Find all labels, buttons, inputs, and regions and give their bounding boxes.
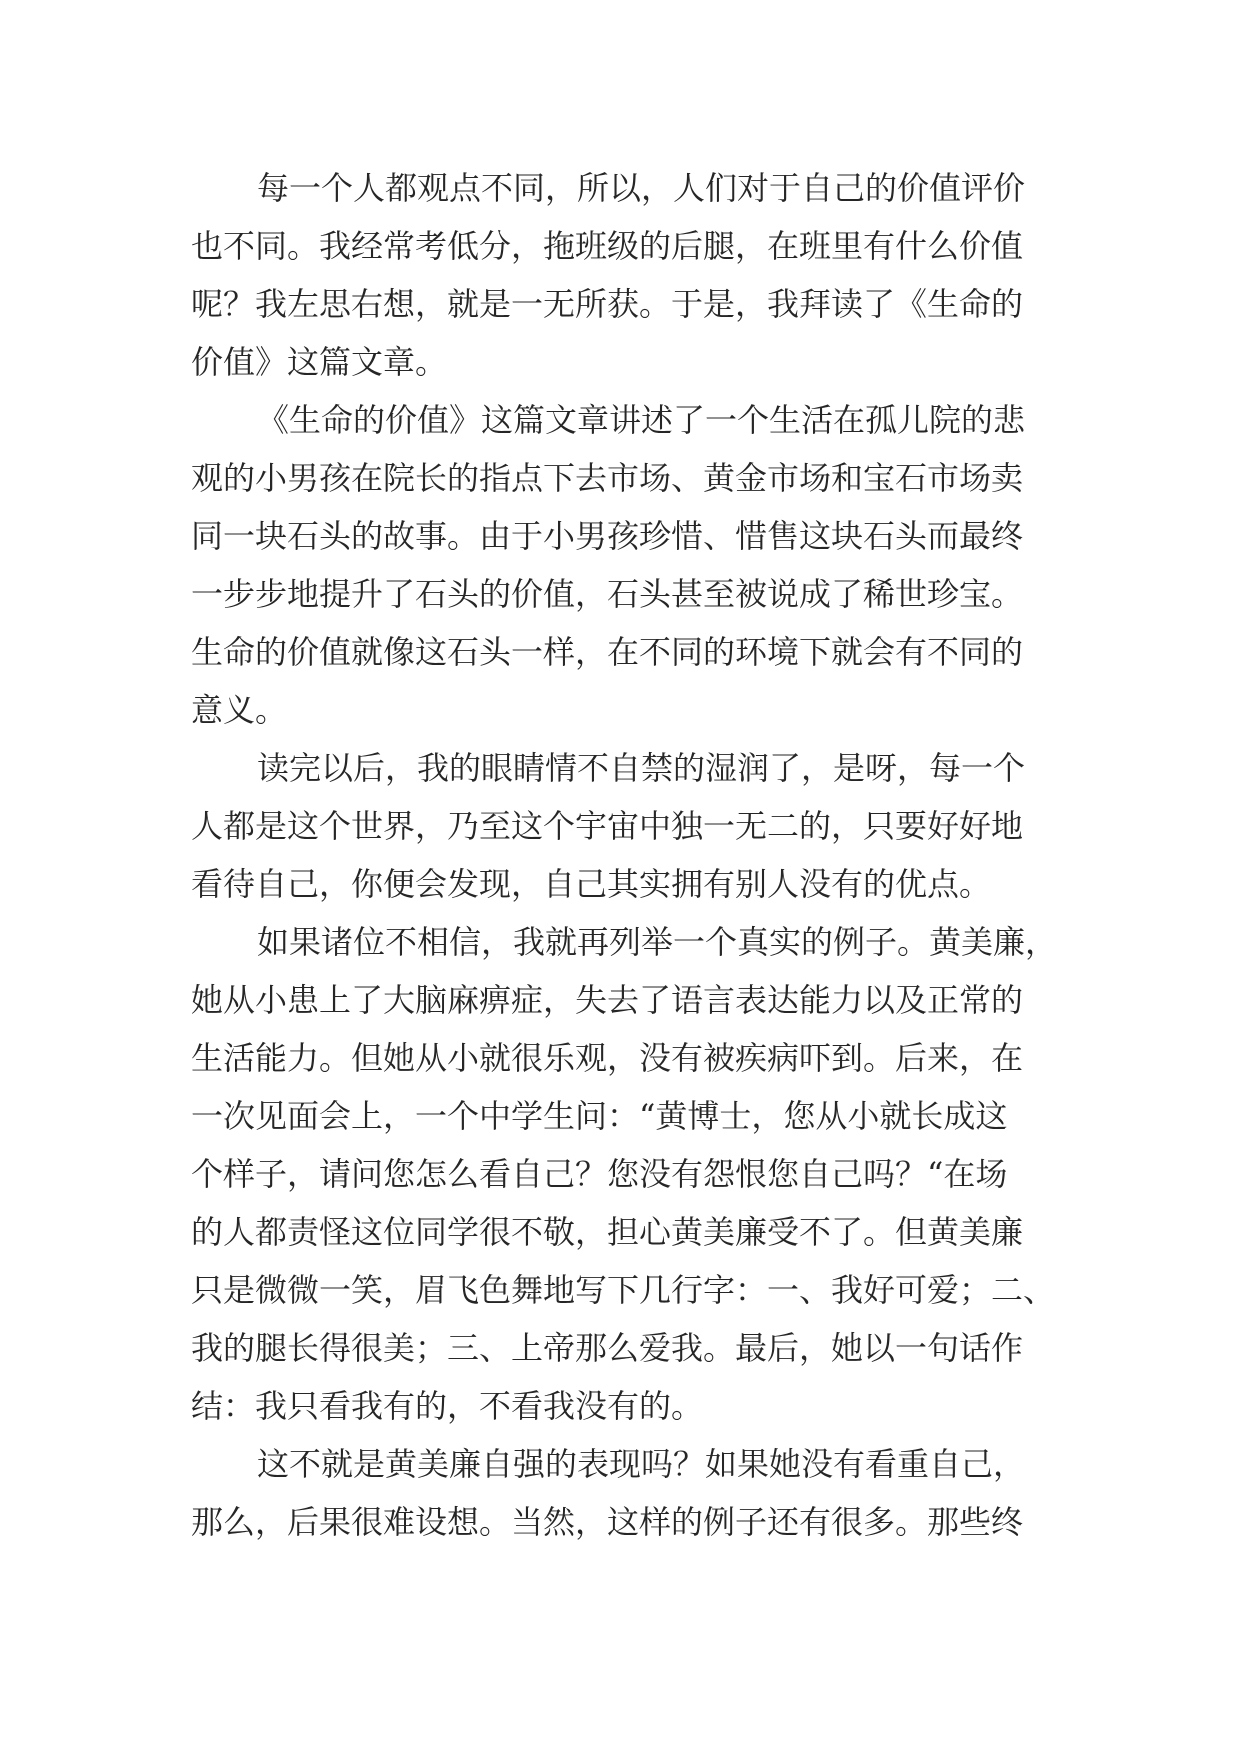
paragraph-4-line-3: 生活能力。但她从小就很乐观，没有被疾病吓到。后来，在 <box>191 1039 1024 1077</box>
paragraph-3-line-2: 人都是这个世界，乃至这个宇宙中独一无二的，只要好好地 <box>191 807 1024 845</box>
paragraph-2-line-1: 《生命的价值》这篇文章讲述了一个生活在孤儿院的悲 <box>257 401 1026 439</box>
paragraph-5-line-2: 那么，后果很难设想。当然，这样的例子还有很多。那些终 <box>191 1503 1024 1541</box>
paragraph-2-line-2: 观的小男孩在院长的指点下去市场、黄金市场和宝石市场卖 <box>191 459 1024 497</box>
paragraph-2-line-4: 一步步地提升了石头的价值，石头甚至被说成了稀世珍宝。 <box>191 575 1024 613</box>
paragraph-1-line-3: 呢？我左思右想，就是一无所获。于是，我拜读了《生命的 <box>191 285 1024 323</box>
paragraph-3-line-3: 看待自己，你便会发现，自己其实拥有别人没有的优点。 <box>191 865 992 903</box>
paragraph-4-line-7: 只是微微一笑，眉飞色舞地写下几行字：一、我好可爱；二、 <box>191 1271 1056 1309</box>
paragraph-3-line-1: 读完以后，我的眼睛情不自禁的湿润了，是呀，每一个 <box>257 749 1026 787</box>
paragraph-2-line-3: 同一块石头的故事。由于小男孩珍惜、惜售这块石头而最终 <box>191 517 1024 555</box>
paragraph-2-line-5: 生命的价值就像这石头一样，在不同的环境下就会有不同的 <box>191 633 1024 671</box>
paragraph-4-line-6: 的人都责怪这位同学很不敬，担心黄美廉受不了。但黄美廉 <box>191 1213 1024 1251</box>
paragraph-1-line-2: 也不同。我经常考低分，拖班级的后腿，在班里有什么价值 <box>191 227 1024 265</box>
paragraph-4-line-9: 结：我只看我有的，不看我没有的。 <box>191 1387 704 1425</box>
paragraph-4-line-4: 一次见面会上，一个中学生问：“黄博士，您从小就长成这 <box>191 1097 1008 1135</box>
paragraph-5-line-1: 这不就是黄美廉自强的表现吗？如果她没有看重自己， <box>257 1445 1026 1483</box>
paragraph-4-line-5: 个样子，请问您怎么看自己？您没有怨恨您自己吗？“在场 <box>191 1155 1008 1193</box>
paragraph-2-line-6: 意义。 <box>191 691 288 729</box>
paragraph-4-line-1: 如果诸位不相信，我就再列举一个真实的例子。黄美廉， <box>257 923 1058 961</box>
paragraph-1-line-4: 价值》这篇文章。 <box>191 343 448 381</box>
paragraph-4-line-2: 她从小患上了大脑麻痹症，失去了语言表达能力以及正常的 <box>191 981 1024 1019</box>
paragraph-4-line-8: 我的腿长得很美；三、上帝那么爱我。最后，她以一句话作 <box>191 1329 1024 1367</box>
paragraph-1-line-1: 每一个人都观点不同，所以，人们对于自己的价值评价 <box>257 169 1026 207</box>
